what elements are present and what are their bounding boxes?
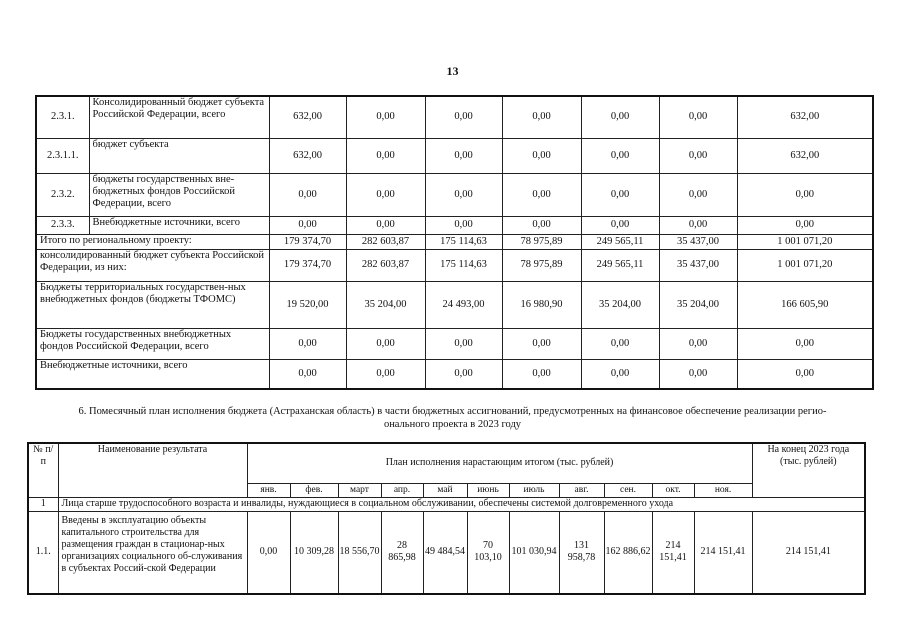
value-cell: 0,00 — [581, 96, 659, 138]
row-name: бюджет субъекта — [89, 138, 269, 173]
month-value: 49 484,54 — [423, 511, 467, 594]
value-cell: 632,00 — [269, 96, 346, 138]
value-cell: 0,00 — [346, 138, 425, 173]
value-cell: 175 114,63 — [425, 234, 502, 249]
value-cell: 0,00 — [269, 173, 346, 216]
value-cell: 0,00 — [502, 359, 581, 389]
month-value: 28 865,98 — [381, 511, 423, 594]
value-cell: 24 493,00 — [425, 281, 502, 328]
month-value: 0,00 — [247, 511, 290, 594]
value-cell: 0,00 — [269, 328, 346, 359]
month-header: сен. — [604, 483, 652, 497]
row-number: 2.3.1. — [36, 96, 89, 138]
row-name: Консолидированный бюджет субъекта Российской Федерации, всего — [89, 96, 269, 138]
month-header: июнь — [467, 483, 509, 497]
result-num: 1.1. — [28, 511, 58, 594]
table-row — [36, 359, 873, 389]
header-name: Наименование результата — [58, 443, 247, 497]
month-header: июль — [509, 483, 559, 497]
value-cell: 0,00 — [346, 216, 425, 234]
value-cell: 0,00 — [581, 216, 659, 234]
page-number: 13 — [446, 64, 459, 78]
value-cell: 0,00 — [502, 96, 581, 138]
value-cell: 0,00 — [581, 359, 659, 389]
value-cell: 0,00 — [425, 138, 502, 173]
table-row — [36, 281, 873, 328]
table-row — [36, 328, 873, 359]
month-value: 162 886,62 — [604, 511, 652, 594]
value-cell: 0,00 — [425, 359, 502, 389]
row-name: консолидированный бюджет субъекта Российской Федерации, из них: — [36, 249, 269, 281]
value-cell: 1 001 071,20 — [737, 234, 873, 249]
row-number: 2.3.1.1. — [36, 138, 89, 173]
value-cell: 0,00 — [425, 328, 502, 359]
value-cell: 0,00 — [581, 173, 659, 216]
value-cell: 0,00 — [502, 173, 581, 216]
group-num: 1 — [28, 497, 58, 511]
value-cell: 632,00 — [737, 96, 873, 138]
value-cell: 0,00 — [581, 328, 659, 359]
value-cell: 0,00 — [346, 328, 425, 359]
value-cell: 0,00 — [346, 359, 425, 389]
row-name: Внебюджетные источники, всего — [36, 359, 269, 389]
value-cell: 632,00 — [737, 138, 873, 173]
month-header: март — [338, 483, 381, 497]
value-cell: 0,00 — [269, 359, 346, 389]
result-name: Введены в эксплуатацию объекты капитального строительства для размещения граждан в стационар-ных организациях социального об-служивания в субъектах Россий-ской Федерации — [58, 511, 247, 594]
value-cell: 0,00 — [659, 96, 737, 138]
financing-table — [35, 95, 874, 390]
value-cell: 0,00 — [737, 328, 873, 359]
value-cell: 0,00 — [269, 216, 346, 234]
value-cell: 0,00 — [659, 173, 737, 216]
month-header: апр. — [381, 483, 423, 497]
month-value: 214 151,41 — [652, 511, 694, 594]
value-cell: 0,00 — [502, 138, 581, 173]
row-number: 2.3.3. — [36, 216, 89, 234]
section-6-title-line2: онального проекта в 2023 году — [383, 419, 522, 430]
value-cell: 0,00 — [346, 96, 425, 138]
month-value: 70 103,10 — [467, 511, 509, 594]
value-cell: 632,00 — [269, 138, 346, 173]
value-cell: 0,00 — [502, 216, 581, 234]
value-cell: 19 520,00 — [269, 281, 346, 328]
month-header: май — [423, 483, 467, 497]
month-header: авг. — [559, 483, 604, 497]
value-cell: 35 437,00 — [659, 249, 737, 281]
month-value: 10 309,28 — [290, 511, 338, 594]
value-cell: 0,00 — [737, 359, 873, 389]
value-cell: 35 204,00 — [581, 281, 659, 328]
value-cell: 179 374,70 — [269, 249, 346, 281]
row-name: бюджеты государственных вне-бюджетных фондов Российской Федерации, всего — [89, 173, 269, 216]
value-cell: 249 565,11 — [581, 234, 659, 249]
month-header: фев. — [290, 483, 338, 497]
value-cell: 0,00 — [346, 173, 425, 216]
value-cell: 0,00 — [737, 216, 873, 234]
row-name: Бюджеты территориальных государствен-ных внебюджетных фондов (бюджеты ТФОМС) — [36, 281, 269, 328]
header-end-of-year: На конец 2023 года (тыс. рублей) — [752, 443, 865, 497]
value-cell: 78 975,89 — [502, 249, 581, 281]
month-value: 101 030,94 — [509, 511, 559, 594]
month-header: ноя. — [694, 483, 752, 497]
row-name: Бюджеты государственных внебюджетных фондов Российской Федерации, всего — [36, 328, 269, 359]
month-value: 214 151,41 — [694, 511, 752, 594]
value-cell: 0,00 — [425, 173, 502, 216]
table-row — [36, 216, 873, 234]
value-cell: 282 603,87 — [346, 249, 425, 281]
value-cell: 35 204,00 — [346, 281, 425, 328]
value-cell: 35 437,00 — [659, 234, 737, 249]
table-row — [36, 234, 873, 249]
value-cell: 1 001 071,20 — [737, 249, 873, 281]
value-cell: 249 565,11 — [581, 249, 659, 281]
header-num: № п/п — [28, 443, 58, 497]
value-cell: 35 204,00 — [659, 281, 737, 328]
value-cell: 0,00 — [425, 216, 502, 234]
value-cell: 166 605,90 — [737, 281, 873, 328]
value-cell: 0,00 — [659, 328, 737, 359]
value-cell: 0,00 — [502, 328, 581, 359]
value-cell: 0,00 — [581, 138, 659, 173]
row-name: Итого по региональному проекту: — [36, 234, 269, 249]
group-text: Лица старше трудоспособного возраста и инвалиды, нуждающиеся в социальном обслуживании, обеспечены системой долговременного ухода — [58, 497, 865, 511]
month-header: окт. — [652, 483, 694, 497]
value-cell: 175 114,63 — [425, 249, 502, 281]
value-cell: 0,00 — [659, 138, 737, 173]
header-plan: План исполнения нарастающим итогом (тыс. рублей) — [247, 443, 752, 483]
section-6-title — [0, 405, 905, 431]
month-value: 131 958,78 — [559, 511, 604, 594]
end-of-year-value: 214 151,41 — [752, 511, 865, 594]
value-cell: 0,00 — [737, 173, 873, 216]
row-number: 2.3.2. — [36, 173, 89, 216]
value-cell: 0,00 — [659, 216, 737, 234]
table-row — [36, 96, 873, 138]
month-header: янв. — [247, 483, 290, 497]
table-row — [36, 249, 873, 281]
value-cell: 282 603,87 — [346, 234, 425, 249]
section-6-title-line1: 6. Помесячный план исполнения бюджета (Астраханская область) в части бюджетных ассигнований, предусмотренных на финансовое обеспечение реализации регио- — [78, 406, 827, 417]
row-name: Внебюджетные источники, всего — [89, 216, 269, 234]
value-cell: 179 374,70 — [269, 234, 346, 249]
value-cell: 16 980,90 — [502, 281, 581, 328]
value-cell: 0,00 — [659, 359, 737, 389]
table-row — [36, 138, 873, 173]
table-row — [36, 173, 873, 216]
monthly-plan-table — [27, 442, 866, 595]
value-cell: 0,00 — [425, 96, 502, 138]
month-value: 18 556,70 — [338, 511, 381, 594]
value-cell: 78 975,89 — [502, 234, 581, 249]
